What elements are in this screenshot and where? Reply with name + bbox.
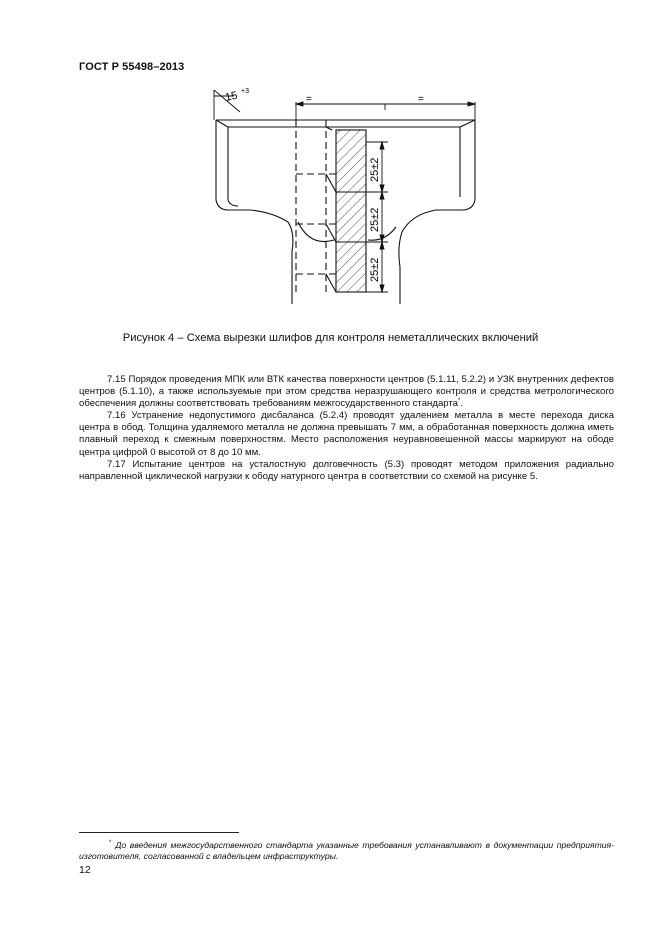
footnote-reference[interactable]: *	[458, 398, 461, 405]
paragraph-7-15: 7.15 Порядок проведения МПК или ВТК качества поверхности центров (5.1.11, 5.2.2) и УЗК внутренних дефектов центров (5.1.10), а также используемые при этом средства неразрушающего контроля и средства метрологического обеспечения должны соответствовать требованиям межгосударственного стандарта*.	[79, 374, 614, 410]
rim-left-bottom	[216, 200, 288, 222]
equal-mark-right: =	[418, 94, 424, 105]
dimension-label-2: 25±2	[369, 207, 381, 232]
page-number: 12	[79, 864, 91, 876]
rim-right-bottom	[402, 200, 475, 232]
web-right-outline	[399, 232, 402, 304]
angle-label: 15	[224, 89, 239, 104]
standard-code-header: ГОСТ Р 55498–2013	[79, 61, 185, 73]
paragraph-7-17: 7.17 Испытание центров на усталостную долговечность (5.3) проводят методом приложения радиально направленной циклической нагрузки к ободу натурного центра в соответствии со схемой на рисунке 5.	[79, 458, 614, 482]
footnote-mark: *	[109, 840, 112, 846]
rim-left-bevel	[216, 120, 228, 127]
footnote-divider	[79, 832, 239, 833]
figure-4	[200, 82, 490, 312]
hatched-specimen-column	[336, 130, 366, 292]
web-left-outline	[288, 222, 293, 304]
dimension-label-1: 25±2	[369, 157, 381, 182]
rim-top-edge	[216, 120, 475, 130]
footnote-text: До введения межгосударственного стандарта указанные требования устанавливают в документации предприятия-изготовителя, согласованной с владельцем инфраструктуры.	[79, 840, 614, 862]
dimension-label-3: 25±2	[369, 257, 381, 282]
figure-caption: Рисунок 4 – Схема вырезки шлифов для контроля неметаллических включений	[122, 332, 539, 344]
body-text	[79, 374, 614, 483]
paragraph-7-16: 7.16 Устранение недопустимого дисбаланса (5.2.4) проводят удалением металла в месте перехода диска центра в обод. Толщина удаляемого металла не должна превышать 7 мм, а обработанная поверхность должна иметь плавный переход к смежным поверхностям. Место расположения неуравновешенной массы маркируют на ободе центра цифрой 0 высотой от 8 до 10 мм.	[79, 410, 614, 458]
angle-tolerance: +3	[241, 88, 249, 95]
equal-mark-left: =	[306, 94, 312, 105]
specimen-cutting-diagram	[200, 82, 490, 312]
footnote	[79, 838, 614, 862]
